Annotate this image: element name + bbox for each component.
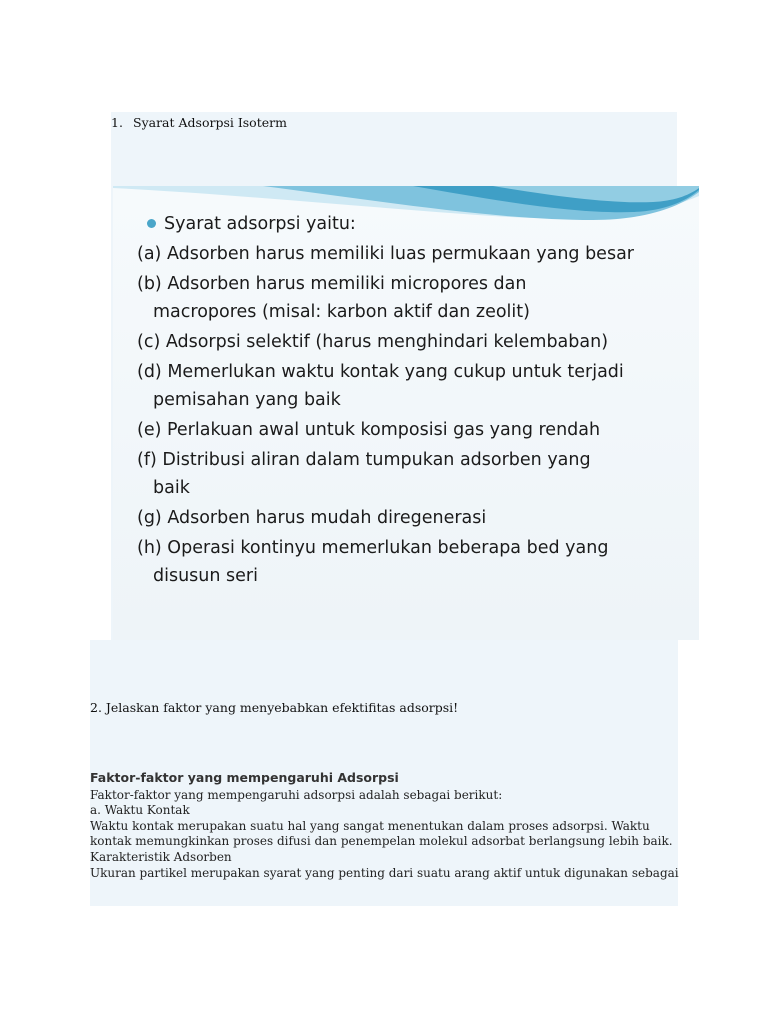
list-item [137,534,697,590]
list-item [137,504,697,532]
answer-subheading: Faktor-faktor yang mempengaruhi Adsorpsi [90,770,399,785]
list-item-text: (d) Memerlukan waktu kontak yang cukup untuk terjadi [137,362,624,382]
section1-number: 1. [111,115,123,130]
list-item-text: (b) Adsorben harus memiliki micropores dan [137,274,527,294]
list-item-text: (f) Distribusi aliran dalam tumpukan adsorben yang [137,450,591,470]
factor-b-heading: Karakteristik Adsorben [90,849,232,864]
factor-a-text: Waktu kontak merupakan suatu hal yang sangat menentukan dalam proses adsorpsi. Waktu kontak memungkinkan proses difusi dan penempelan molekul adsorbat berlangsung lebih baik. [90,818,673,849]
list-item-text: (e) Perlakuan awal untuk komposisi gas yang rendah [137,420,601,440]
list-item-continuation: disusun seri [153,566,258,586]
requirements-list [137,210,697,592]
list-item [137,240,697,268]
list-item-text: (h) Operasi kontinyu memerlukan beberapa bed yang [137,538,609,558]
list-item-continuation: pemisahan yang baik [153,390,341,410]
list-heading: Syarat adsorpsi yaitu: [137,210,697,238]
question-2: 2. Jelaskan faktor yang menyebabkan efektifitas adsorpsi! [90,700,459,715]
list-item [137,416,697,444]
section1-heading [111,115,287,130]
list-item [137,270,697,326]
list-item [137,328,697,356]
list-item [137,358,697,414]
list-item-text: (g) Adsorben harus mudah diregenerasi [137,508,487,528]
answer-intro: Faktor-faktor yang mempengaruhi adsorpsi adalah sebagai berikut: [90,787,503,802]
list-item-continuation: macropores (misal: karbon aktif dan zeolit) [153,302,530,322]
list-item [137,446,697,502]
answer-body [90,770,680,881]
factor-a-heading: a. Waktu Kontak [90,803,190,818]
list-item-text: (c) Adsorpsi selektif (harus menghindari kelembaban) [137,332,609,352]
factor-b-text: Ukuran partikel merupakan syarat yang penting dari suatu arang aktif untuk digunakan sebagai [90,865,679,880]
section1-title: Syarat Adsorpsi Isoterm [133,115,287,130]
slide-image [113,186,699,640]
list-item-text: (a) Adsorben harus memiliki luas permukaan yang besar [137,244,634,264]
list-item-continuation: baik [153,478,190,498]
